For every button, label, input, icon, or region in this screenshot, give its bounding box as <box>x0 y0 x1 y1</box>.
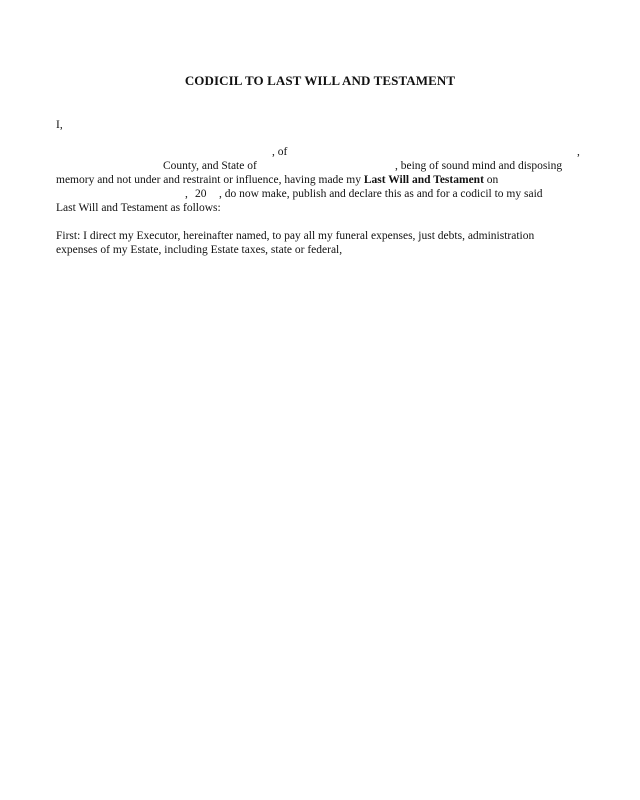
trailing-comma: , <box>577 146 580 158</box>
sound-mind-text: , being of sound mind and disposing <box>395 160 563 172</box>
document-title: CODICIL TO LAST WILL AND TESTAMENT <box>184 73 456 88</box>
line3-start-text: memory and not under and restraint or influence, having made my <box>56 174 361 186</box>
paragraph-1-line-3 <box>56 173 498 187</box>
intro-text: I, <box>56 119 63 131</box>
paragraph-2-line-2: expenses of my Estate, including Estate taxes, state or federal, <box>56 244 343 256</box>
of-label: , of <box>272 146 288 158</box>
year-prefix: 20 <box>195 188 207 200</box>
on-label: on <box>486 174 499 186</box>
paragraph-1-line-4-end: , do now make, publish and declare this as and for a codicil to my said <box>219 188 543 200</box>
paragraph-1-line-5: Last Will and Testament as follows: <box>56 202 221 214</box>
year-comma: , <box>185 188 188 200</box>
will-bold-text: Last Will and Testament <box>363 174 484 186</box>
paragraph-2-line-1: First: I direct my Executor, hereinafter named, to pay all my funeral expenses, just debts, administration <box>56 230 535 242</box>
county-label: County, and State of <box>163 160 257 172</box>
